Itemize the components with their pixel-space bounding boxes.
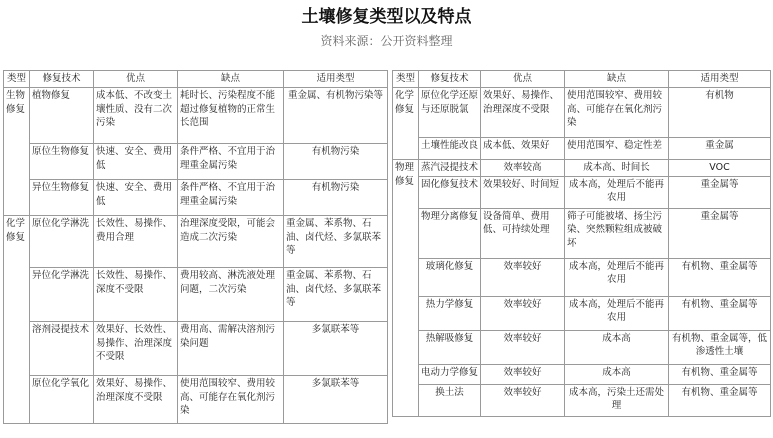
apply-cell: 有机物污染 xyxy=(284,144,388,180)
cons-cell: 成本高，处理后不能再农用 xyxy=(565,296,669,330)
apply-cell: 重金属 xyxy=(669,138,771,160)
header-cons: 缺点 xyxy=(565,71,669,88)
apply-cell: 重金属等 xyxy=(669,176,771,208)
type-cell: 化学修复 xyxy=(4,216,30,424)
pros-cell: 效率较好 xyxy=(481,364,565,384)
tech-cell: 原位生物修复 xyxy=(30,144,94,180)
tech-cell: 蒸汽浸提技术 xyxy=(419,160,481,177)
cons-cell: 成本高，污染土还需处理 xyxy=(565,384,669,416)
table-row xyxy=(393,160,771,177)
pros-cell: 长效性、易操作、深度不受限 xyxy=(94,268,178,322)
pros-cell: 效果好、易操作、治理深度不受限 xyxy=(94,376,178,424)
pros-cell: 快速、安全、费用低 xyxy=(94,144,178,180)
header-apply: 适用类型 xyxy=(284,71,388,88)
pros-cell: 快速、安全、费用低 xyxy=(94,180,178,216)
pros-cell: 成本低、效果好 xyxy=(481,138,565,160)
pros-cell: 设备简单、费用低、可持续处理 xyxy=(481,208,565,258)
cons-cell: 成本高，处理后不能再农用 xyxy=(565,258,669,296)
apply-cell: 有机物污染 xyxy=(284,180,388,216)
pros-cell: 效率较好 xyxy=(481,296,565,330)
type-cell: 化学修复 xyxy=(393,88,419,160)
cons-cell: 耗时长、污染程度不能超过修复植物的正常生长范围 xyxy=(178,88,284,144)
apply-cell: 多氯联苯等 xyxy=(284,376,388,424)
table-row xyxy=(393,330,771,364)
pros-cell: 成本低、不改变土壤性质、没有二次污染 xyxy=(94,88,178,144)
tech-cell: 热解吸修复 xyxy=(419,330,481,364)
table-row xyxy=(393,88,771,138)
header-cons: 缺点 xyxy=(178,71,284,88)
tech-cell: 换土法 xyxy=(419,384,481,416)
right-remediation-table xyxy=(392,70,771,417)
tech-cell: 原位化学氧化 xyxy=(30,376,94,424)
tech-cell: 植物修复 xyxy=(30,88,94,144)
cons-cell: 筛子可能被堵、扬尘污染、突然颗粒组成被破坏 xyxy=(565,208,669,258)
table-row xyxy=(4,180,388,216)
table-header-row xyxy=(393,71,771,88)
header-pros: 优点 xyxy=(94,71,178,88)
tech-cell: 异位生物修复 xyxy=(30,180,94,216)
cons-cell: 费用较高、淋洗液处理问题，二次污染 xyxy=(178,268,284,322)
cons-cell: 条件严格、不宜用于治理重金属污染 xyxy=(178,144,284,180)
pros-cell: 效率较好 xyxy=(481,330,565,364)
cons-cell: 成本高，处理后不能再农用 xyxy=(565,176,669,208)
table-row xyxy=(4,376,388,424)
apply-cell: 有机物、重金属等 xyxy=(669,364,771,384)
pros-cell: 效率较高 xyxy=(481,160,565,177)
pros-cell: 效率较好 xyxy=(481,258,565,296)
pros-cell: 长效性、易操作、费用合理 xyxy=(94,216,178,268)
table-row xyxy=(4,216,388,268)
pros-cell: 效果较好、时间短 xyxy=(481,176,565,208)
tech-cell: 异位化学淋洗 xyxy=(30,268,94,322)
cons-cell: 使用范围窄、稳定性差 xyxy=(565,138,669,160)
cons-cell: 成本高 xyxy=(565,364,669,384)
tech-cell: 溶剂浸提技术 xyxy=(30,322,94,376)
tech-cell: 玻璃化修复 xyxy=(419,258,481,296)
table-row xyxy=(393,258,771,296)
tech-cell: 土壤性能改良 xyxy=(419,138,481,160)
table-row xyxy=(393,296,771,330)
table-row xyxy=(4,322,388,376)
cons-cell: 使用范围较窄、费用较高、可能存在氧化剂污染 xyxy=(178,376,284,424)
type-cell: 物理修复 xyxy=(393,160,419,417)
cons-cell: 成本高 xyxy=(565,330,669,364)
apply-cell: 重金属、苯系物、石油、卤代烃、多氯联苯等 xyxy=(284,216,388,268)
apply-cell: 多氯联苯等 xyxy=(284,322,388,376)
table-row xyxy=(393,176,771,208)
apply-cell: 有机物、重金属等 xyxy=(669,384,771,416)
cons-cell: 治理深度受限，可能会造成二次污染 xyxy=(178,216,284,268)
header-type: 类型 xyxy=(4,71,30,88)
left-remediation-table xyxy=(3,70,388,424)
tech-cell: 原位化学还原与还原脱氯 xyxy=(419,88,481,138)
table-row xyxy=(393,384,771,416)
header-type: 类型 xyxy=(393,71,419,88)
tech-cell: 固化修复技术 xyxy=(419,176,481,208)
apply-cell: 有机物、重金属等，低渗透性土壤 xyxy=(669,330,771,364)
pros-cell: 效果好、易操作、治理深度不受限 xyxy=(481,88,565,138)
apply-cell: 重金属、苯系物、石油、卤代烃、多氯联苯等 xyxy=(284,268,388,322)
table-row xyxy=(4,144,388,180)
pros-cell: 效果好、长效性、易操作、治理深度不受限 xyxy=(94,322,178,376)
header-pros: 优点 xyxy=(481,71,565,88)
cons-cell: 条件严格、不宜用于治理重金属污染 xyxy=(178,180,284,216)
table-row xyxy=(393,138,771,160)
apply-cell: VOC xyxy=(669,160,771,177)
type-cell: 生物修复 xyxy=(4,88,30,216)
table-header-row xyxy=(4,71,388,88)
apply-cell: 有机物、重金属等 xyxy=(669,296,771,330)
apply-cell: 有机物、重金属等 xyxy=(669,258,771,296)
cons-cell: 使用范围较窄、费用较高、可能存在氧化剂污染 xyxy=(565,88,669,138)
tech-cell: 物理分离修复 xyxy=(419,208,481,258)
tech-cell: 电动力学修复 xyxy=(419,364,481,384)
table-row xyxy=(393,208,771,258)
header-tech: 修复技术 xyxy=(30,71,94,88)
apply-cell: 重金属等 xyxy=(669,208,771,258)
apply-cell: 有机物 xyxy=(669,88,771,138)
page-title: 土壤修复类型以及特点 xyxy=(301,7,472,27)
source-note: 资料来源：公开资料整理 xyxy=(320,34,453,48)
tech-cell: 原位化学淋洗 xyxy=(30,216,94,268)
apply-cell: 重金属、有机物污染等 xyxy=(284,88,388,144)
table-row xyxy=(4,268,388,322)
header-tech: 修复技术 xyxy=(419,71,481,88)
cons-cell: 费用高、需解决溶剂污染问题 xyxy=(178,322,284,376)
tech-cell: 热力学修复 xyxy=(419,296,481,330)
table-row xyxy=(393,364,771,384)
table-row xyxy=(4,88,388,144)
header-apply: 适用类型 xyxy=(669,71,771,88)
cons-cell: 成本高、时间长 xyxy=(565,160,669,177)
pros-cell: 效率较好 xyxy=(481,384,565,416)
